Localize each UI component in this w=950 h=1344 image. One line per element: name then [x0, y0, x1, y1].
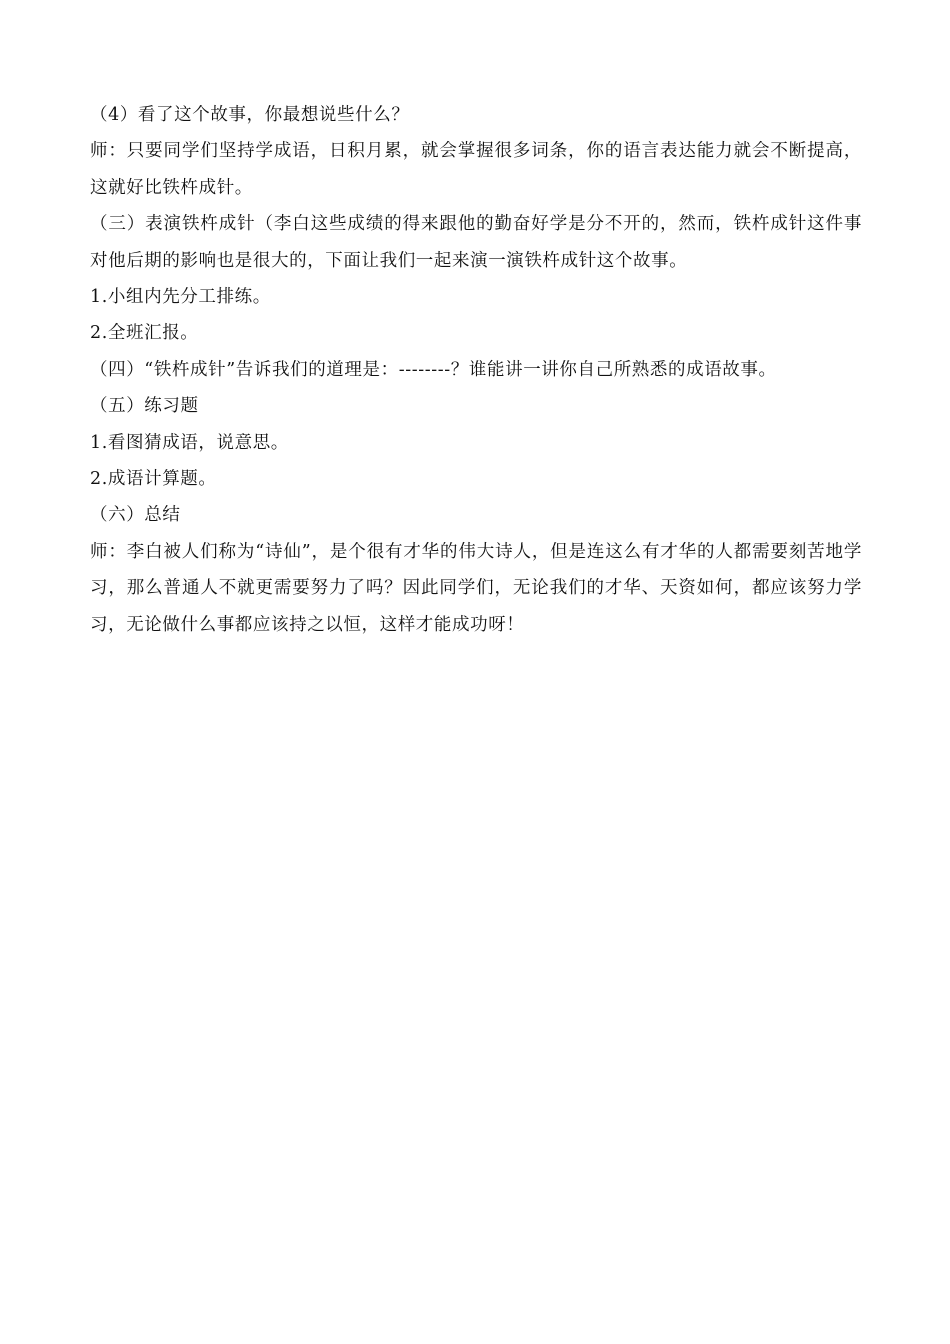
section-6-heading: （六）总结	[90, 505, 181, 526]
list-item-group-rehearsal: 1.小组内先分工排练。	[90, 287, 271, 308]
section-4-paragraph: （四）“铁杵成针”告诉我们的道理是：--------？谁能讲一讲你自己所熟悉的成语故事。	[90, 359, 777, 380]
teacher-remark-paragraph: 师：只要同学们坚持学成语，日积月累，就会掌握很多词条，你的语言表达能力就会不断提高，这就好比铁杵成针。	[90, 141, 862, 198]
list-item-idiom-calculation: 2.成语计算题。	[90, 469, 217, 490]
section-5-heading: （五）练习题	[90, 396, 199, 417]
summary-paragraph: 师：李白被人们称为“诗仙”，是个很有才华的伟大诗人，但是连这么有才华的人都需要刻苦地学习，那么普通人不就更需要努力了吗？因此同学们，无论我们的才华、天资如何，都应该努力学习，无论做什么事都应该持之以恒，这样才能成功呀！	[90, 541, 862, 635]
list-item-guess-idiom: 1.看图猜成语，说意思。	[90, 432, 289, 453]
section-3-heading-paragraph: （三）表演铁杵成针（李白这些成绩的得来跟他的勤奋好学是分不开的，然而，铁杵成针这件事对他后期的影响也是很大的，下面让我们一起来演一演铁杵成针这个故事。	[90, 214, 862, 271]
question-4-line: （4）看了这个故事，你最想说些什么？	[90, 105, 410, 125]
list-item-class-report: 2.全班汇报。	[90, 323, 199, 344]
document-body	[90, 97, 862, 643]
